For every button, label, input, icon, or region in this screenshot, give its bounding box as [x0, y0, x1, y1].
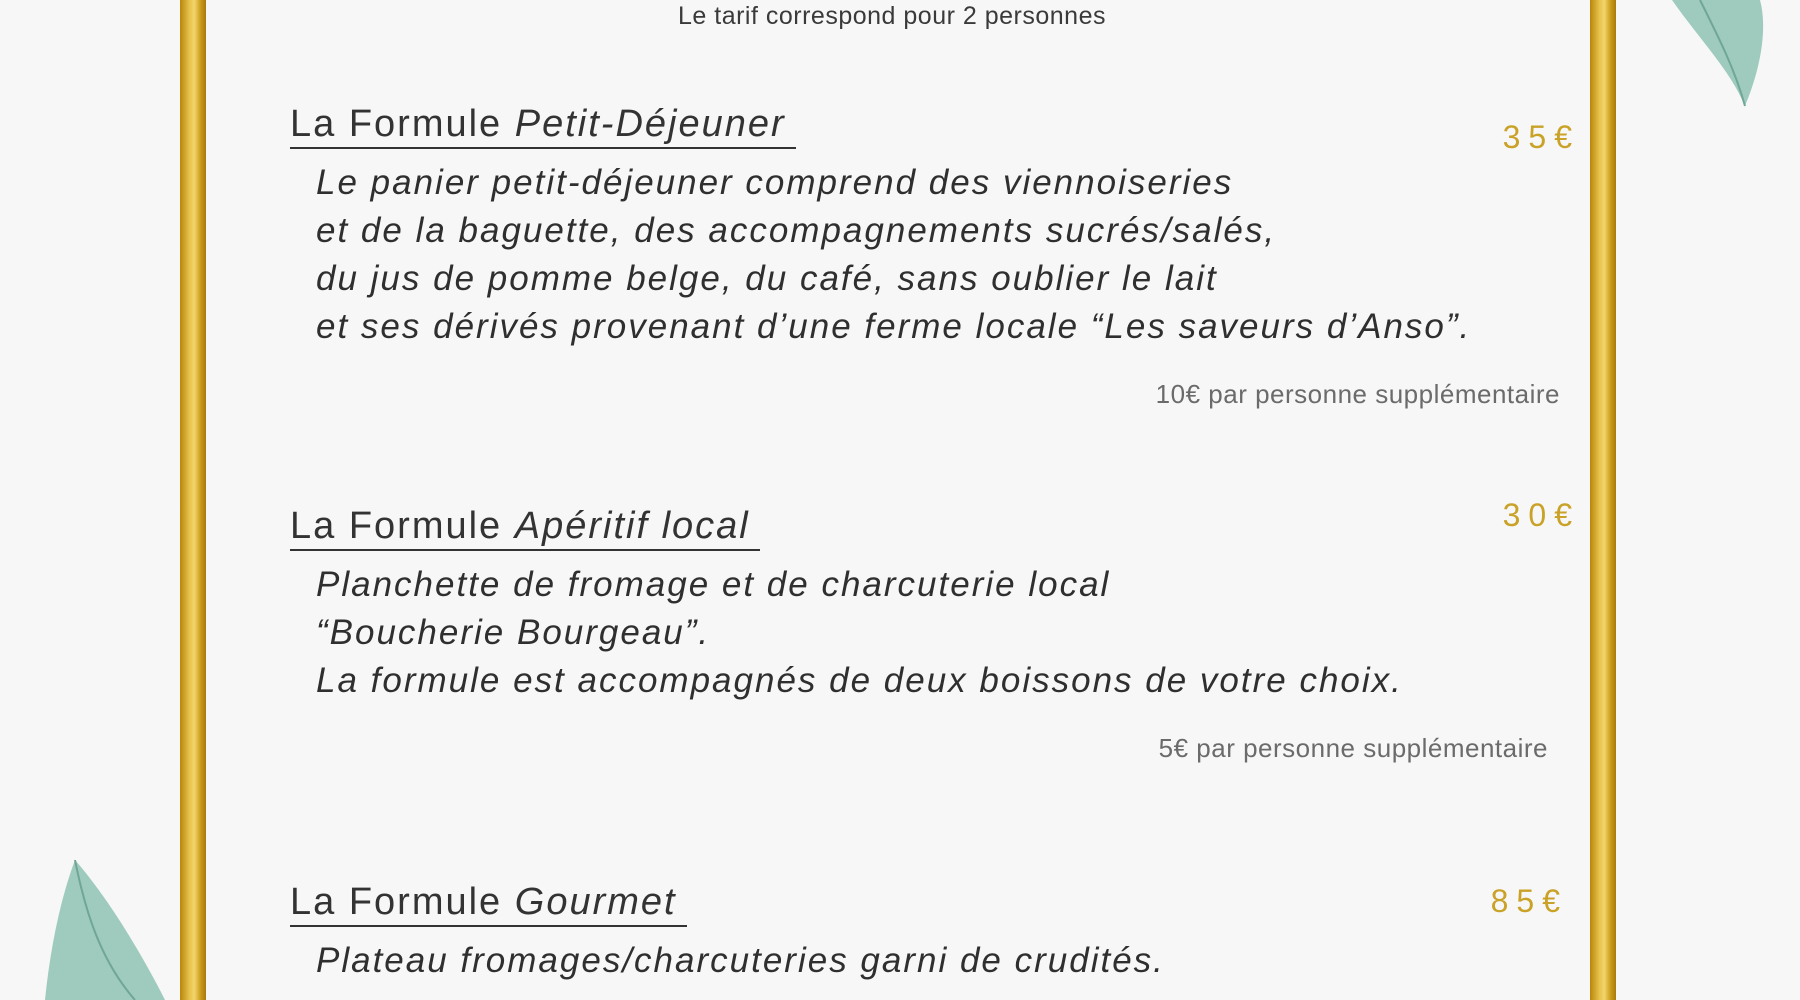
description-line: “Boucherie Bourgeau”. [316, 612, 711, 652]
gold-border-left [180, 0, 206, 1000]
leaf-icon [40, 860, 170, 1000]
description-line: du jus de pomme belge, du café, sans oublier le lait [316, 258, 1218, 298]
item-title [290, 103, 796, 149]
description-line: Planchette de fromage et de charcuterie local [316, 564, 1111, 604]
item-title-prefix: La Formule [290, 505, 503, 547]
menu-item-petit-dejeuner [290, 103, 1580, 409]
extra-person-price: 5€ par personne supplémentaire [1158, 733, 1548, 763]
item-title [290, 881, 687, 927]
description-line: Le panier petit-déjeuner comprend des viennoiseries [316, 162, 1234, 202]
description-line: et ses dérivés provenant d’une ferme locale “Les saveurs d’Anso”. [316, 306, 1472, 346]
item-description [316, 937, 1580, 985]
item-price: 35€ [1502, 119, 1580, 155]
item-title-prefix: La Formule [290, 103, 503, 145]
item-title-accent: Gourmet [514, 881, 677, 923]
item-price: 85€ [1490, 883, 1568, 919]
menu-item-aperitif-local [290, 497, 1580, 763]
pricing-note: Le tarif correspond pour 2 personnes [678, 2, 1106, 30]
item-title-accent: Petit-Déjeuner [514, 103, 786, 145]
menu-item-gourmet [290, 881, 1580, 985]
item-title-accent: Apéritif local [514, 505, 750, 547]
description-line: Plateau fromages/charcuteries garni de crudités. [316, 940, 1165, 980]
item-title [290, 505, 760, 551]
description-line: La formule est accompagnés de deux boissons de votre choix. [316, 660, 1403, 700]
item-price: 30€ [1502, 497, 1580, 533]
gold-border-right [1590, 0, 1616, 1000]
item-title-prefix: La Formule [290, 881, 503, 923]
description-line: et de la baguette, des accompagnements sucrés/salés, [316, 210, 1277, 250]
item-description [316, 159, 1580, 351]
extra-person-price: 10€ par personne supplémentaire [1155, 379, 1560, 409]
item-description [316, 561, 1580, 705]
